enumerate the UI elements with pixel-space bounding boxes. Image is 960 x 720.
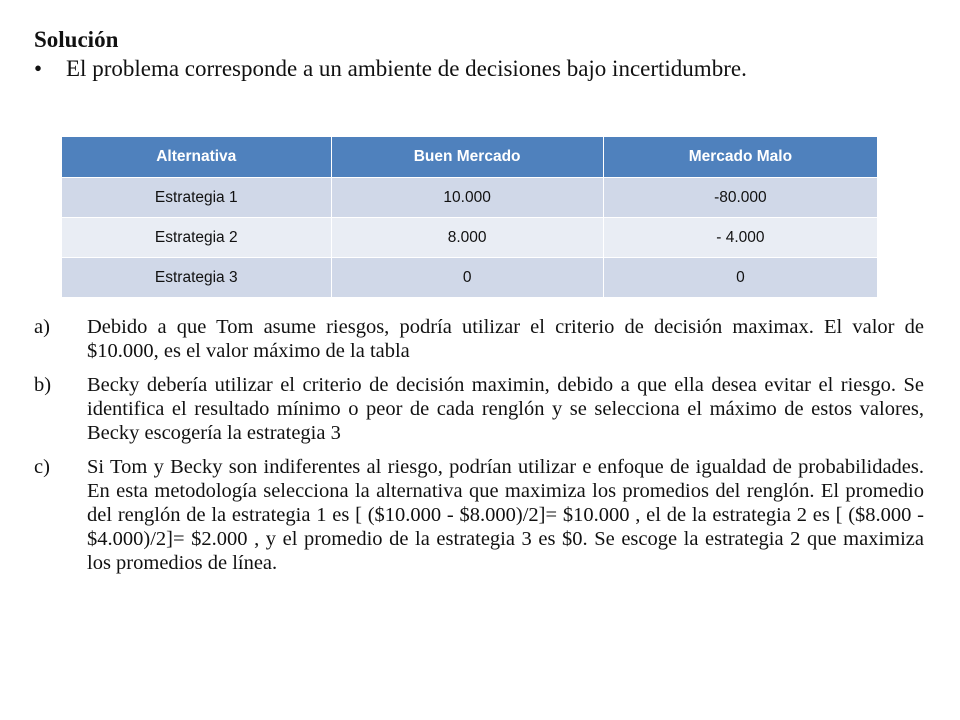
payoff-table bbox=[62, 137, 877, 297]
bullet-point bbox=[34, 57, 914, 81]
header-buen-mercado: Buen Mercado bbox=[331, 137, 603, 178]
list-item-text: Becky debería utilizar el criterio de decisión maximin, debido a que ella desea evitar el riesgo. Se identifica el resultado mínimo o peor de cada renglón y se selecciona el máximo de estos valores, Becky escogería la estrategia 3 bbox=[87, 374, 924, 444]
slide-heading: Solución bbox=[34, 27, 119, 52]
table-row bbox=[62, 258, 877, 298]
table-cell: - 4.000 bbox=[603, 218, 877, 258]
list-marker: a) bbox=[34, 316, 50, 338]
table-row bbox=[62, 218, 877, 258]
list-item-text: Debido a que Tom asume riesgos, podría utilizar el criterio de decisión maximax. El valor de $10.000, es el valor máximo de la tabla bbox=[87, 316, 924, 362]
header-mercado-malo: Mercado Malo bbox=[603, 137, 877, 178]
table-cell: 8.000 bbox=[331, 218, 603, 258]
table-header-row bbox=[62, 137, 877, 178]
list-item-a bbox=[34, 315, 924, 363]
list-marker: c) bbox=[34, 456, 50, 478]
list-item-b bbox=[34, 373, 924, 445]
table-cell: 10.000 bbox=[331, 178, 603, 218]
table-cell: 0 bbox=[331, 258, 603, 298]
table-cell: -80.000 bbox=[603, 178, 877, 218]
table-cell: Estrategia 3 bbox=[62, 258, 331, 298]
bullet-icon: • bbox=[34, 56, 43, 81]
answer-list bbox=[34, 315, 924, 585]
list-marker: b) bbox=[34, 374, 52, 396]
table-cell: Estrategia 1 bbox=[62, 178, 331, 218]
list-item-c bbox=[34, 455, 924, 575]
list-item-text: Si Tom y Becky son indiferentes al riesgo, podrían utilizar e enfoque de igualdad de probabilidades. En esta metodología selecciona la alternativa que maximiza los promedios del renglón. El promedio del renglón de la estrategia 1 es [ ($10.000 - $8.000)/2]= $10.000 , el de la estrategia 2 es [ ($8.000 - $4.000)/2]= $2.000 , y el promedio de la estrategia 3 es $0. Se escoge la estrategia 2 que maximiza los promedios de línea. bbox=[87, 456, 924, 574]
table-cell: Estrategia 2 bbox=[62, 218, 331, 258]
table-cell: 0 bbox=[603, 258, 877, 298]
table-row bbox=[62, 178, 877, 218]
bullet-text: El problema corresponde a un ambiente de decisiones bajo incertidumbre. bbox=[66, 56, 747, 81]
header-alternativa: Alternativa bbox=[62, 137, 331, 178]
